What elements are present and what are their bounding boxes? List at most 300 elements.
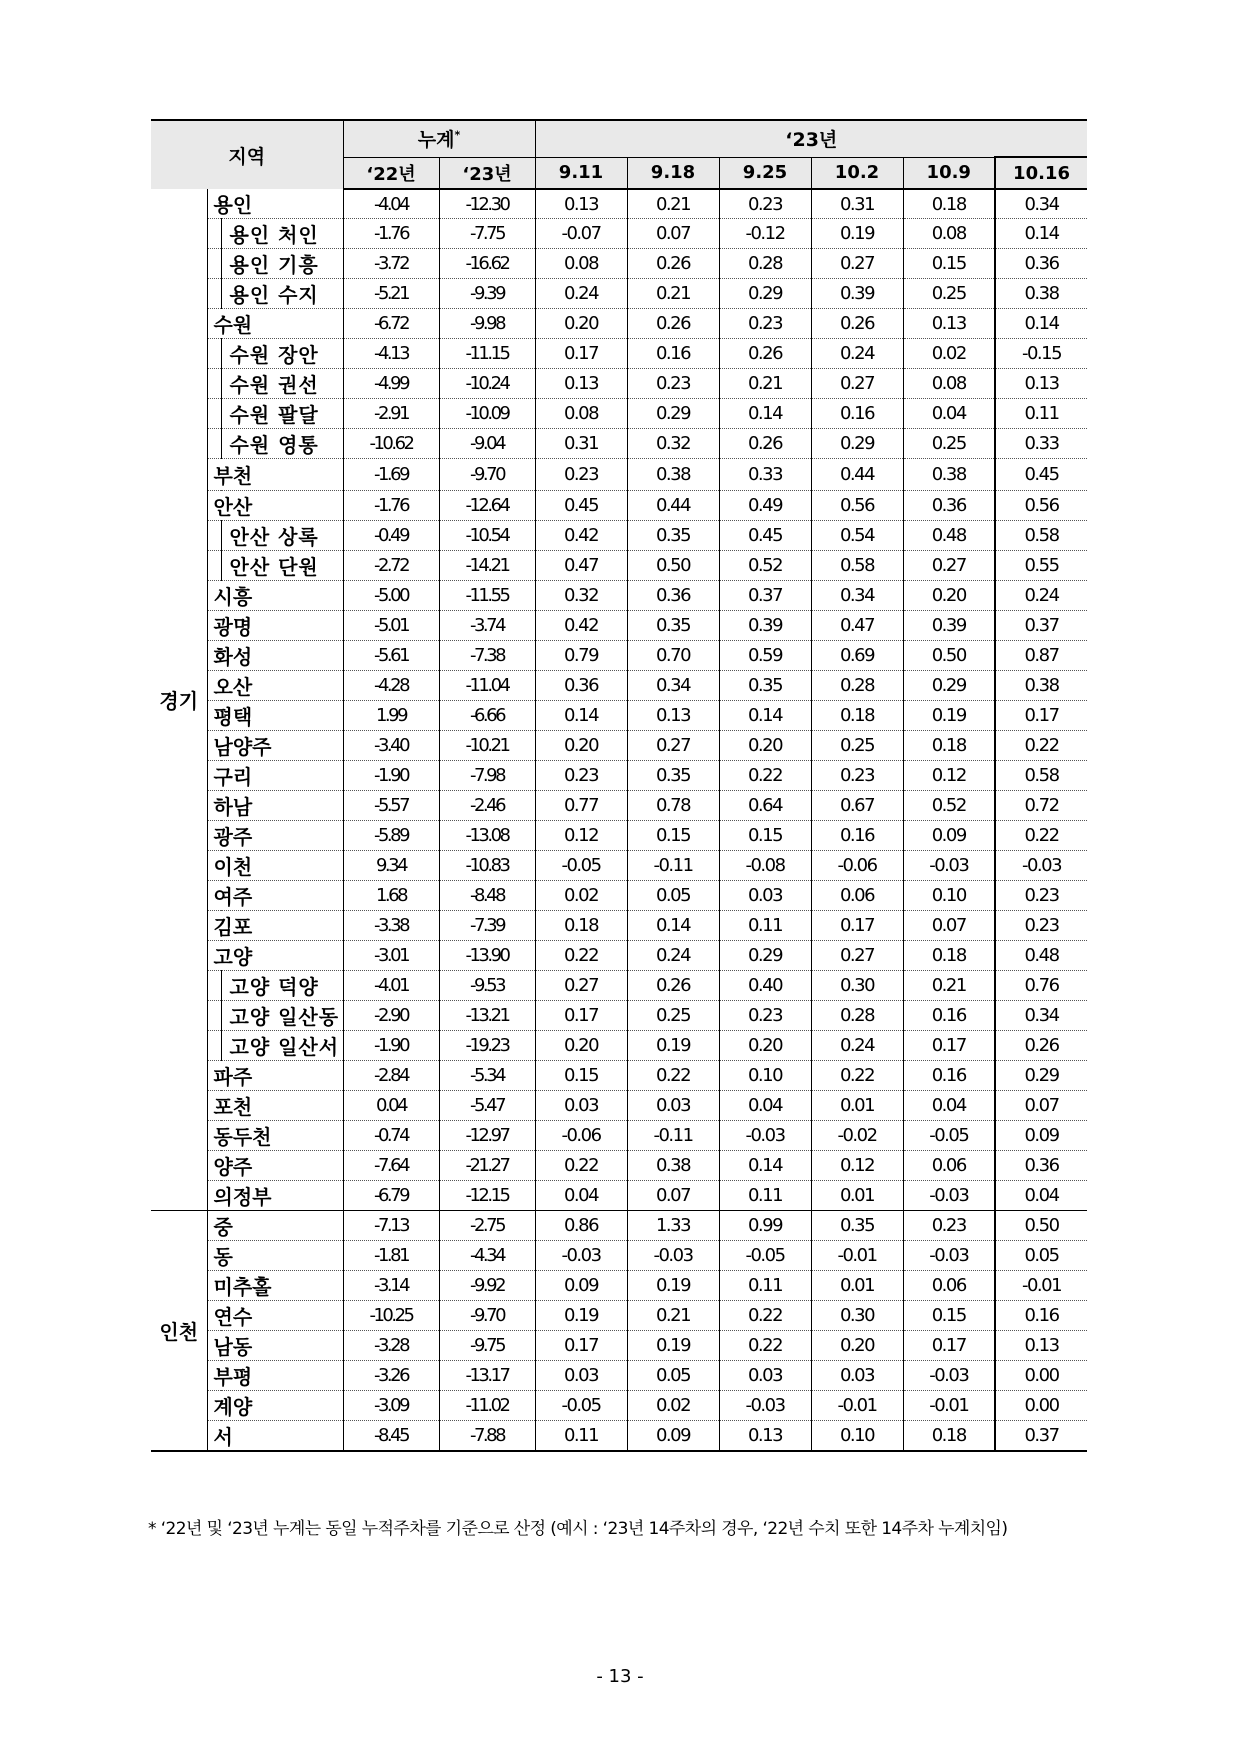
table-row [151, 611, 1087, 641]
weekly-value: -0.05 [719, 1241, 811, 1271]
cumulative-value: -12.64 [439, 491, 535, 521]
weekly-value: 0.20 [811, 1331, 903, 1361]
header-week: 9.25 [719, 157, 811, 189]
table-row [151, 521, 1087, 551]
weekly-value: 0.15 [903, 1301, 995, 1331]
weekly-value: 0.58 [811, 551, 903, 581]
table-row [151, 821, 1087, 851]
weekly-value: 0.20 [535, 1031, 627, 1061]
weekly-value: -0.06 [535, 1121, 627, 1151]
weekly-value: 0.50 [903, 641, 995, 671]
weekly-value: 0.03 [811, 1361, 903, 1391]
weekly-value: 0.35 [811, 1211, 903, 1241]
table-row [151, 1391, 1087, 1421]
weekly-value: 0.23 [719, 1001, 811, 1031]
region-name: 김포 [207, 911, 343, 941]
weekly-value: 0.25 [903, 279, 995, 309]
table-row [151, 1031, 1087, 1061]
weekly-value: 0.99 [719, 1211, 811, 1241]
region-name: 안산 [207, 491, 343, 521]
weekly-value: 0.38 [995, 671, 1087, 701]
weekly-value: 0.36 [627, 581, 719, 611]
cumulative-value: -0.49 [343, 521, 439, 551]
cumulative-value: -11.15 [439, 339, 535, 369]
weekly-value: -0.06 [811, 851, 903, 881]
weekly-value: 0.21 [627, 279, 719, 309]
cumulative-value: -2.90 [343, 1001, 439, 1031]
weekly-value: 0.05 [995, 1241, 1087, 1271]
weekly-value: 0.24 [535, 279, 627, 309]
table-row [151, 761, 1087, 791]
cumulative-value: -2.91 [343, 399, 439, 429]
region-name: 오산 [207, 671, 343, 701]
weekly-value: -0.03 [719, 1121, 811, 1151]
weekly-value: 0.86 [535, 1211, 627, 1241]
weekly-value: 0.32 [535, 581, 627, 611]
weekly-value: 0.24 [811, 339, 903, 369]
weekly-value: 0.22 [719, 1301, 811, 1331]
table-row [151, 1421, 1087, 1452]
weekly-value: 0.36 [535, 671, 627, 701]
weekly-value: 0.55 [995, 551, 1087, 581]
weekly-value: 0.01 [811, 1181, 903, 1211]
weekly-value: 0.37 [719, 581, 811, 611]
weekly-value: 0.08 [903, 369, 995, 399]
table-row [151, 369, 1087, 399]
weekly-value: 0.48 [995, 941, 1087, 971]
cumulative-value: -1.90 [343, 1031, 439, 1061]
weekly-value: 0.00 [995, 1391, 1087, 1421]
weekly-value: -0.03 [995, 851, 1087, 881]
cumulative-value: -9.70 [439, 1301, 535, 1331]
weekly-value: 0.21 [627, 189, 719, 219]
weekly-value: 0.11 [719, 1181, 811, 1211]
region-name: 계양 [207, 1391, 343, 1421]
cumulative-value: -11.55 [439, 581, 535, 611]
weekly-value: 0.16 [811, 821, 903, 851]
weekly-value: 0.22 [811, 1061, 903, 1091]
cumulative-value: -12.30 [439, 189, 535, 219]
cumulative-value: -4.01 [343, 971, 439, 1001]
weekly-value: 0.11 [535, 1421, 627, 1452]
weekly-value: 0.20 [719, 1031, 811, 1061]
region-name: 파주 [207, 1061, 343, 1091]
table-row [151, 279, 1087, 309]
weekly-value: 0.69 [811, 641, 903, 671]
weekly-value: 0.18 [903, 189, 995, 219]
weekly-value: 0.25 [903, 429, 995, 459]
region-name: 광명 [207, 611, 343, 641]
weekly-value: 0.18 [811, 701, 903, 731]
weekly-value: 0.48 [903, 521, 995, 551]
cumulative-value: -9.53 [439, 971, 535, 1001]
weekly-value: 0.38 [627, 1151, 719, 1181]
weekly-value: -0.08 [719, 851, 811, 881]
weekly-value: 0.20 [535, 731, 627, 761]
weekly-value: 0.16 [811, 399, 903, 429]
weekly-value: 0.34 [627, 671, 719, 701]
cumulative-value: -13.17 [439, 1361, 535, 1391]
indent-spacer [207, 1031, 221, 1061]
weekly-value: 0.77 [535, 791, 627, 821]
weekly-value: 0.17 [535, 339, 627, 369]
table-row [151, 1091, 1087, 1121]
region-name: 수원 영통 [221, 429, 343, 459]
weekly-value: 0.25 [811, 731, 903, 761]
weekly-value: -0.03 [903, 1241, 995, 1271]
table-row [151, 1361, 1087, 1391]
weekly-value: 0.22 [627, 1061, 719, 1091]
weekly-value: 0.35 [719, 671, 811, 701]
region-name: 용인 [207, 189, 343, 219]
weekly-value: 0.45 [995, 459, 1087, 491]
weekly-value: 0.13 [995, 369, 1087, 399]
weekly-value: 0.35 [627, 521, 719, 551]
group-label: 인천 [151, 1211, 207, 1452]
weekly-value: 0.17 [903, 1331, 995, 1361]
weekly-value: 0.70 [627, 641, 719, 671]
cumulative-value: -5.00 [343, 581, 439, 611]
weekly-value: 0.07 [903, 911, 995, 941]
weekly-value: 0.08 [903, 219, 995, 249]
cumulative-value: -7.98 [439, 761, 535, 791]
indent-spacer [207, 339, 221, 369]
cumulative-value: -9.70 [439, 459, 535, 491]
weekly-value: 0.23 [903, 1211, 995, 1241]
weekly-value: 0.23 [995, 881, 1087, 911]
header-week: 9.18 [627, 157, 719, 189]
weekly-value: 0.72 [995, 791, 1087, 821]
weekly-value: 0.16 [903, 1001, 995, 1031]
weekly-value: 0.27 [627, 731, 719, 761]
weekly-value: 0.67 [811, 791, 903, 821]
cumulative-value: -5.57 [343, 791, 439, 821]
weekly-value: 0.18 [903, 1421, 995, 1452]
weekly-value: 0.19 [627, 1031, 719, 1061]
cumulative-value: -10.21 [439, 731, 535, 761]
table-row [151, 851, 1087, 881]
weekly-value: 0.18 [535, 911, 627, 941]
weekly-value: 0.31 [811, 189, 903, 219]
region-name: 부천 [207, 459, 343, 491]
table-body [151, 189, 1087, 1451]
weekly-value: 0.03 [719, 881, 811, 911]
weekly-value: -0.07 [535, 219, 627, 249]
weekly-value: 0.14 [535, 701, 627, 731]
region-name: 하남 [207, 791, 343, 821]
region-name: 고양 [207, 941, 343, 971]
weekly-value: 0.07 [995, 1091, 1087, 1121]
region-name: 포천 [207, 1091, 343, 1121]
region-name: 수원 권선 [221, 369, 343, 399]
weekly-value: -0.02 [811, 1121, 903, 1151]
cumulative-value: -16.62 [439, 249, 535, 279]
cumulative-value: -7.75 [439, 219, 535, 249]
weekly-value: -0.01 [811, 1391, 903, 1421]
weekly-value: 0.33 [995, 429, 1087, 459]
weekly-value: 0.47 [535, 551, 627, 581]
table-row [151, 911, 1087, 941]
weekly-value: 0.29 [995, 1061, 1087, 1091]
weekly-value: 0.23 [995, 911, 1087, 941]
region-name: 남동 [207, 1331, 343, 1361]
weekly-value: 0.14 [719, 399, 811, 429]
weekly-value: 0.26 [627, 249, 719, 279]
weekly-value: 0.14 [719, 1151, 811, 1181]
indent-spacer [207, 551, 221, 581]
cumulative-value: -11.02 [439, 1391, 535, 1421]
weekly-value: 0.11 [719, 1271, 811, 1301]
table-row [151, 671, 1087, 701]
region-name: 안산 상록 [221, 521, 343, 551]
cumulative-value: -2.75 [439, 1211, 535, 1241]
weekly-value: 0.06 [903, 1151, 995, 1181]
indent-spacer [207, 521, 221, 551]
table-row [151, 971, 1087, 1001]
weekly-value: 0.19 [903, 701, 995, 731]
weekly-value: 0.19 [627, 1271, 719, 1301]
weekly-value: 0.23 [627, 369, 719, 399]
weekly-value: -0.12 [719, 219, 811, 249]
cumulative-value: -2.72 [343, 551, 439, 581]
weekly-value: 0.17 [535, 1001, 627, 1031]
weekly-value: 0.30 [811, 1301, 903, 1331]
weekly-value: 0.19 [535, 1301, 627, 1331]
weekly-value: 0.04 [719, 1091, 811, 1121]
weekly-value: 0.64 [719, 791, 811, 821]
weekly-value: 0.22 [535, 1151, 627, 1181]
weekly-value: 0.21 [719, 369, 811, 399]
weekly-value: 0.56 [995, 491, 1087, 521]
weekly-value: 0.45 [719, 521, 811, 551]
weekly-value: 0.37 [995, 1421, 1087, 1452]
cumulative-value: -4.28 [343, 671, 439, 701]
cumulative-value: -3.40 [343, 731, 439, 761]
table-row [151, 1211, 1087, 1241]
weekly-value: 0.28 [719, 249, 811, 279]
weekly-value: -0.03 [903, 1181, 995, 1211]
weekly-value: 0.56 [811, 491, 903, 521]
cumulative-value: -10.25 [343, 1301, 439, 1331]
weekly-value: 0.38 [903, 459, 995, 491]
cumulative-value: -11.04 [439, 671, 535, 701]
weekly-value: -0.11 [627, 851, 719, 881]
weekly-value: 0.29 [903, 671, 995, 701]
weekly-value: 0.24 [627, 941, 719, 971]
indent-spacer [207, 219, 221, 249]
cumulative-value: -5.89 [343, 821, 439, 851]
weekly-value: 0.40 [719, 971, 811, 1001]
weekly-value: 0.22 [719, 1331, 811, 1361]
weekly-value: 0.26 [995, 1031, 1087, 1061]
weekly-value: 0.11 [719, 911, 811, 941]
weekly-value: 0.16 [627, 339, 719, 369]
weekly-value: -0.01 [903, 1391, 995, 1421]
table-row [151, 1271, 1087, 1301]
cumulative-value: -9.98 [439, 309, 535, 339]
region-name: 여주 [207, 881, 343, 911]
weekly-value: 0.07 [627, 1181, 719, 1211]
weekly-value: 0.14 [627, 911, 719, 941]
weekly-value: 0.06 [811, 881, 903, 911]
cumulative-value: -2.46 [439, 791, 535, 821]
region-name: 화성 [207, 641, 343, 671]
weekly-value: 0.59 [719, 641, 811, 671]
table-row [151, 731, 1087, 761]
weekly-value: -0.01 [811, 1241, 903, 1271]
region-name: 남양주 [207, 731, 343, 761]
cumulative-value: -5.47 [439, 1091, 535, 1121]
cumulative-value: -9.75 [439, 1331, 535, 1361]
cumulative-value: -13.08 [439, 821, 535, 851]
weekly-value: 0.09 [535, 1271, 627, 1301]
weekly-value: -0.05 [535, 1391, 627, 1421]
weekly-value: 0.76 [995, 971, 1087, 1001]
weekly-value: 0.17 [995, 701, 1087, 731]
table-row [151, 791, 1087, 821]
table-row [151, 1181, 1087, 1211]
region-name: 미추홀 [207, 1271, 343, 1301]
weekly-value: 0.36 [995, 1151, 1087, 1181]
region-name: 고양 덕양 [221, 971, 343, 1001]
cumulative-value: -10.83 [439, 851, 535, 881]
cumulative-value: -8.48 [439, 881, 535, 911]
cumulative-value: -9.04 [439, 429, 535, 459]
cumulative-value: -7.13 [343, 1211, 439, 1241]
header-week: 9.11 [535, 157, 627, 189]
weekly-value: 0.27 [811, 249, 903, 279]
cumulative-value: -3.74 [439, 611, 535, 641]
weekly-value: 0.28 [811, 1001, 903, 1031]
cumulative-value: -12.97 [439, 1121, 535, 1151]
region-name: 동 [207, 1241, 343, 1271]
table-row [151, 881, 1087, 911]
indent-spacer [207, 971, 221, 1001]
indent-spacer [207, 279, 221, 309]
cumulative-value: 9.34 [343, 851, 439, 881]
cumulative-value: 0.04 [343, 1091, 439, 1121]
weekly-value: 0.27 [903, 551, 995, 581]
weekly-value: 0.05 [627, 1361, 719, 1391]
cumulative-value: -1.69 [343, 459, 439, 491]
weekly-value: 0.22 [535, 941, 627, 971]
weekly-value: -0.01 [995, 1271, 1087, 1301]
weekly-value: -0.03 [719, 1391, 811, 1421]
region-name: 연수 [207, 1301, 343, 1331]
weekly-value: 0.36 [903, 491, 995, 521]
weekly-value: 0.42 [535, 611, 627, 641]
weekly-value: 0.10 [719, 1061, 811, 1091]
weekly-value: 0.25 [627, 1001, 719, 1031]
cumulative-value: -5.61 [343, 641, 439, 671]
cumulative-value: -9.92 [439, 1271, 535, 1301]
weekly-value: 0.50 [627, 551, 719, 581]
weekly-value: 0.12 [903, 761, 995, 791]
weekly-value: 0.27 [811, 941, 903, 971]
indent-spacer [207, 429, 221, 459]
weekly-value: 0.23 [719, 189, 811, 219]
weekly-value: 0.09 [627, 1421, 719, 1452]
weekly-value: 0.10 [903, 881, 995, 911]
region-name: 용인 처인 [221, 219, 343, 249]
weekly-value: 0.04 [995, 1181, 1087, 1211]
weekly-value: 0.00 [995, 1361, 1087, 1391]
weekly-value: 0.78 [627, 791, 719, 821]
weekly-value: 0.87 [995, 641, 1087, 671]
weekly-value: 0.23 [719, 309, 811, 339]
indent-spacer [207, 369, 221, 399]
weekly-value: 0.13 [719, 1421, 811, 1452]
weekly-value: 0.16 [903, 1061, 995, 1091]
weekly-value: 0.14 [995, 309, 1087, 339]
region-name: 의정부 [207, 1181, 343, 1211]
weekly-value: 0.03 [535, 1361, 627, 1391]
weekly-value: 0.34 [995, 1001, 1087, 1031]
cumulative-value: -21.27 [439, 1151, 535, 1181]
cumulative-value: -10.09 [439, 399, 535, 429]
weekly-value: 0.28 [811, 671, 903, 701]
weekly-value: 0.52 [903, 791, 995, 821]
region-name: 이천 [207, 851, 343, 881]
weekly-value: 0.18 [903, 941, 995, 971]
cumulative-value: -8.45 [343, 1421, 439, 1452]
weekly-value: 0.21 [903, 971, 995, 1001]
cumulative-value: -6.66 [439, 701, 535, 731]
table-row [151, 491, 1087, 521]
cumulative-value: -4.99 [343, 369, 439, 399]
weekly-value: 0.04 [535, 1181, 627, 1211]
table-row [151, 1331, 1087, 1361]
header-week: 10.2 [811, 157, 903, 189]
weekly-value: 0.14 [995, 219, 1087, 249]
cumulative-value: -7.88 [439, 1421, 535, 1452]
table-row [151, 189, 1087, 219]
weekly-value: 0.12 [535, 821, 627, 851]
weekly-value: 0.02 [627, 1391, 719, 1421]
weekly-value: 0.16 [995, 1301, 1087, 1331]
weekly-value: 0.12 [811, 1151, 903, 1181]
weekly-value: 0.50 [995, 1211, 1087, 1241]
weekly-value: -0.05 [535, 851, 627, 881]
table-row [151, 399, 1087, 429]
cumulative-value: -13.21 [439, 1001, 535, 1031]
region-name: 평택 [207, 701, 343, 731]
weekly-value: 0.20 [903, 581, 995, 611]
cumulative-value: 1.68 [343, 881, 439, 911]
cumulative-value: -1.76 [343, 491, 439, 521]
weekly-value: 0.30 [811, 971, 903, 1001]
weekly-value: 0.26 [627, 309, 719, 339]
weekly-value: -0.11 [627, 1121, 719, 1151]
table-row [151, 339, 1087, 369]
cumulative-value: -4.34 [439, 1241, 535, 1271]
weekly-value: 0.19 [811, 219, 903, 249]
cumulative-value: -2.84 [343, 1061, 439, 1091]
weekly-value: 0.44 [627, 491, 719, 521]
weekly-value: 0.29 [719, 279, 811, 309]
header-region: 지역 [151, 120, 343, 189]
region-name: 수원 장안 [221, 339, 343, 369]
cumulative-value: -10.62 [343, 429, 439, 459]
table-row [151, 1061, 1087, 1091]
weekly-value: 0.02 [903, 339, 995, 369]
region-name: 광주 [207, 821, 343, 851]
weekly-value: 0.13 [903, 309, 995, 339]
header-cum-23: ‘23년 [439, 157, 535, 189]
weekly-value: 0.09 [903, 821, 995, 851]
weekly-value: 0.17 [811, 911, 903, 941]
cumulative-value: -14.21 [439, 551, 535, 581]
